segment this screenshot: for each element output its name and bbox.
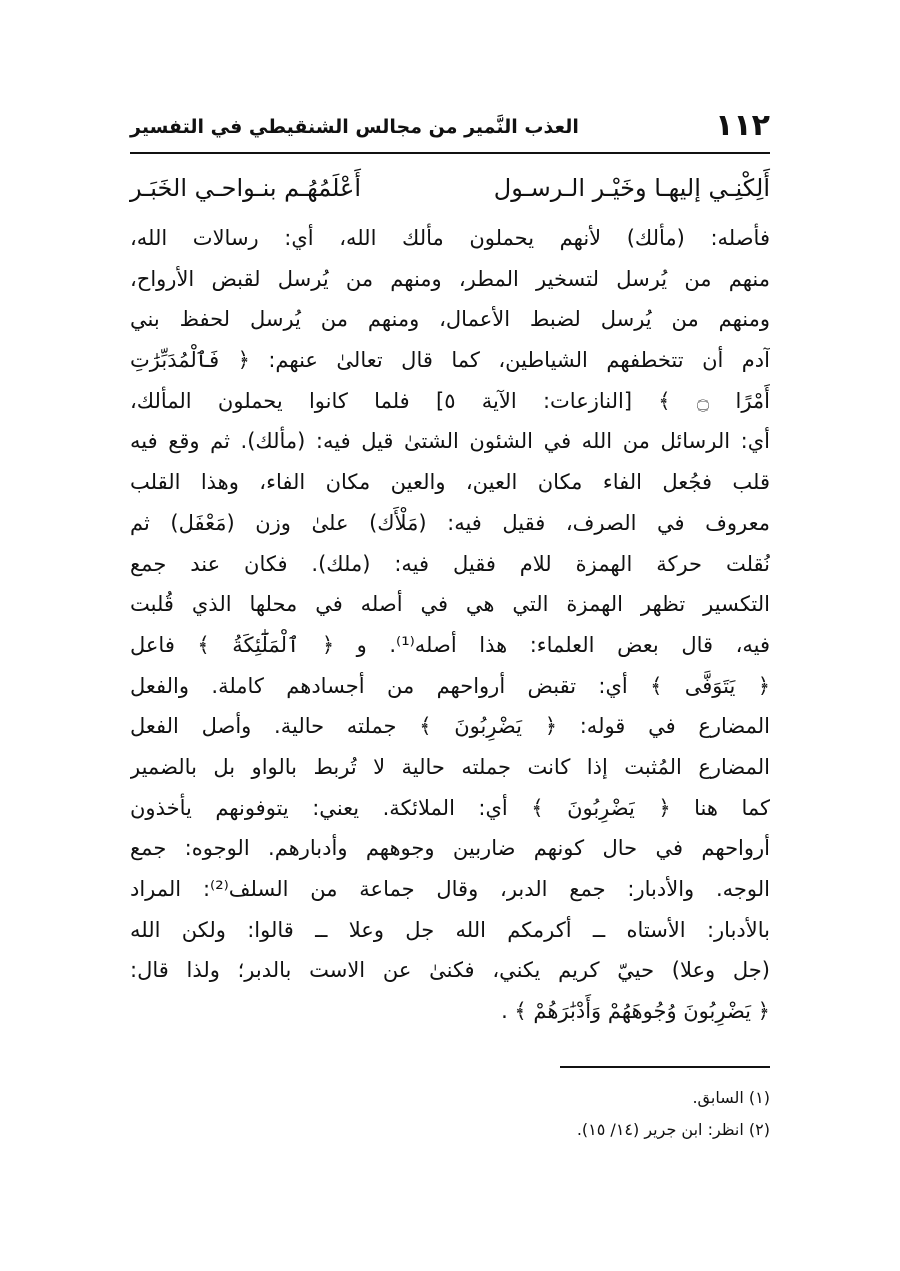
footnotes [130,1082,770,1146]
verse-first-hemistich: أَلِكْنِـي إليهـا وخَيْـر الـرسـول [493,174,770,202]
text-line: التكسير تظهر الهمزة التي هي في أصله في محلها الذي قُلبت [130,592,770,617]
text-line: المضارع المُثبت إذا كانت جملته حالية لا تُربط بالواو بل بالضمير [130,754,770,779]
poetry-verse [130,168,770,214]
text-line: الوجه. والأدبار: جمع الدبر، وقال جماعة من السلف⁽²⁾: المراد [130,877,770,901]
text-line: ﴿ يَتَوَفَّى ﴾ أي: تقبض أرواحهم من أجسادهم كاملة. والفعل [130,673,770,698]
text-line: كما هنا ﴿ يَضْرِبُونَ ﴾ أي: الملائكة. يعني: يتوفونهم يأخذون [130,795,770,820]
text-line: آدم أن تتخطفهم الشياطين، كما قال تعالىٰ عنهم: ﴿ فَٱلْمُدَبِّرَٰتِ [130,348,770,373]
text-line: أي: الرسائل من الله في الشئون الشتىٰ قيل فيه: (مألك). ثم وقع فيه [130,429,770,454]
text-line: ﴿ يَضْرِبُونَ وُجُوهَهُمْ وَأَدْبَٰرَهُمْ ﴾ . [501,999,770,1024]
text-line: منهم من يُرسل لتسخير المطر، ومنهم من يُرسل لقبض الأرواح، [130,266,770,291]
text-line: نُقلت حركة الهمزة للام فقيل فيه: (ملك). فكان عند جمع [130,551,770,576]
text-line: معروف في الصرف، فقيل فيه: (مَلْأَك) علىٰ وزن (مَعْفَل) ثم [130,510,770,535]
text-line: فيه، قال بعض العلماء: هذا أصله⁽¹⁾. و ﴿ ٱلْمَلَٰٓئِكَةُ ﴾ فاعل [130,632,770,657]
text-line: بالأدبار: الأستاه ــ أكرمكم الله جل وعلا ــ قالوا: ولكن الله [130,917,770,942]
text-line: أرواحهم في حال كونهم ضاربين وجوههم وأدبارهم. الوجوه: جمع [130,836,770,861]
footnote-rule [560,1066,770,1068]
verse-second-hemistich: أَعْلَمُهُـم بنـواحـي الخَبَـر [130,174,362,202]
text-line: قلب فجُعل الفاء مكان العين، والعين مكان الفاء، وهذا القلب [130,470,770,495]
text-line: (جل وعلا) حييّ كريم يكني، فكنىٰ عن الاست بالدبر؛ ولذا قال: [130,958,770,983]
text-line: فأصله: (مألك) لأنهم يحملون مألك الله، أي: رسالات الله، [130,226,770,250]
page-number: ١١٢ [715,108,770,143]
page-header [130,108,770,150]
header-rule [130,152,770,154]
running-title: العذب النَّمير من مجالس الشنقيطي في التفسير [130,116,579,138]
text-line: أَمْرًا ۝ ﴾ [النازعات: الآية ٥] فلما كانوا يحملون المألك، [130,388,770,413]
text-line: ومنهم من يُرسل لضبط الأعمال، ومنهم من يُرسل لحفظ بني [130,307,770,332]
book-page [130,108,770,1146]
footnote-2: (٢) انظر: ابن جرير (١٤/ ١٥). [576,1119,770,1139]
body-text [130,218,770,1032]
footnote-1: (١) السابق. [692,1087,770,1107]
text-line: المضارع في قوله: ﴿ يَضْرِبُونَ ﴾ جملته حالية. وأصل الفعل [130,714,770,739]
